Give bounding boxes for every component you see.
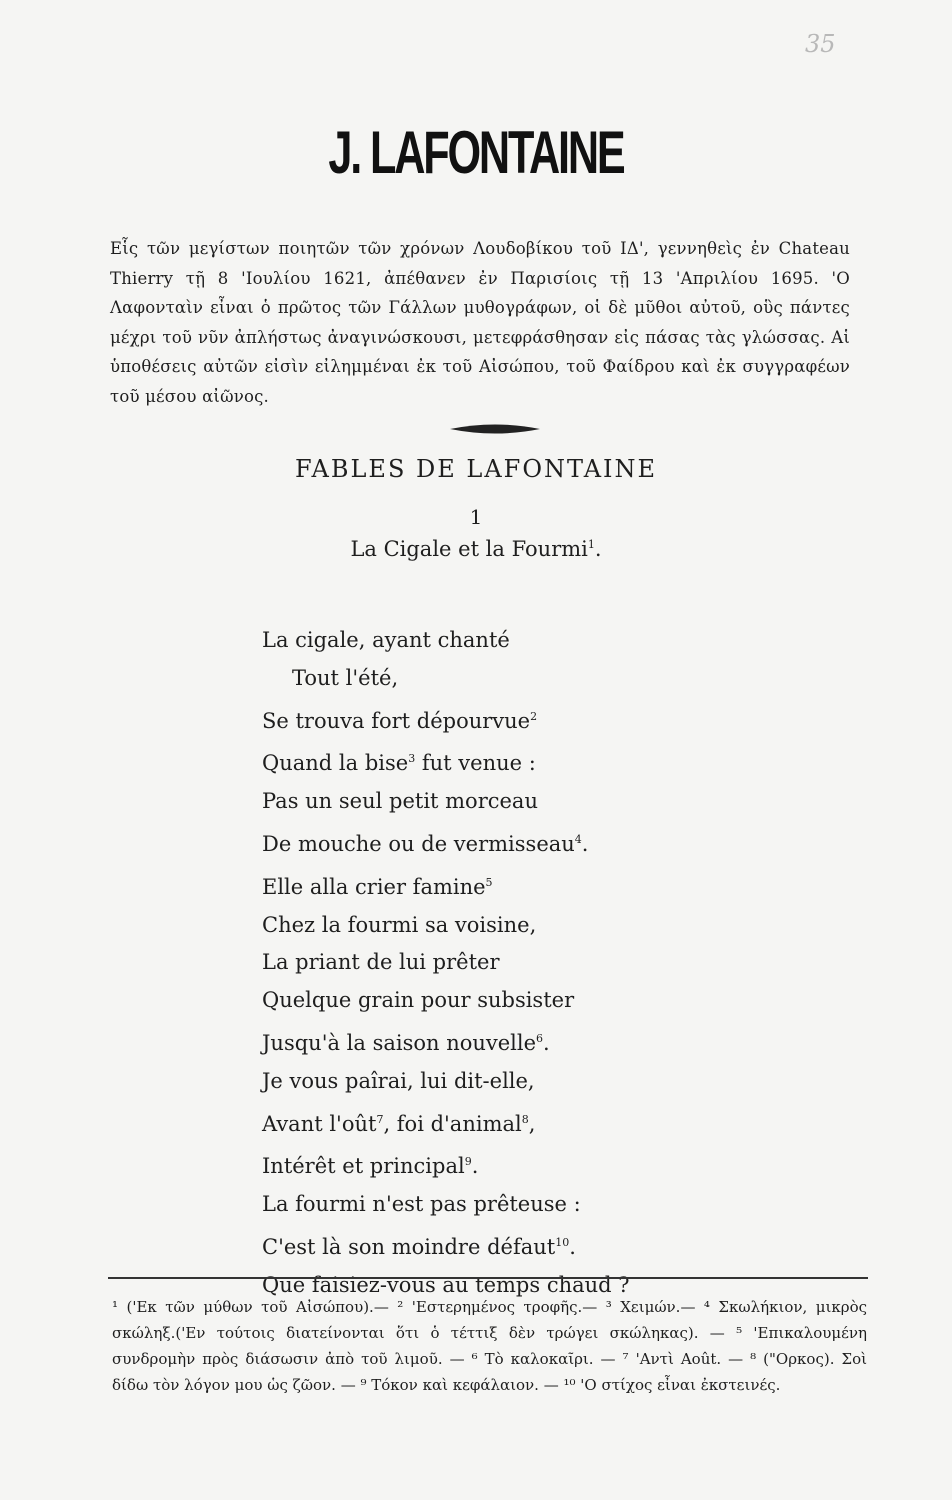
- poem-line: [262, 1020, 630, 1063]
- poem-line-text: Je vous paîrai, lui dit-elle,: [262, 1068, 535, 1093]
- poem-line-text: La fourmi n'est pas prêteuse :: [262, 1192, 581, 1217]
- author-title: J. LAFONTAINE: [328, 119, 624, 186]
- fable-title: La Cigale et la Fourmi$^1$.: [350, 537, 602, 561]
- poem-line-text: Jusqu'à la saison nouvelle: [262, 1030, 537, 1055]
- footnote-ref: 9: [464, 1155, 472, 1169]
- poem-line: [262, 982, 630, 1020]
- footnote-ref: 1: [587, 538, 595, 551]
- poem-line-punct: .: [569, 1234, 576, 1259]
- footnote-ref: 10: [555, 1235, 570, 1249]
- ornament-divider: [450, 422, 540, 436]
- poem-line-punct: ,: [528, 1111, 536, 1136]
- poem-line-text: Que faisiez-vous au temps chaud ?: [262, 1272, 630, 1297]
- footnote-ref: 8: [521, 1112, 529, 1126]
- poem-line: [262, 660, 630, 698]
- poem-line-text: Pas un seul petit morceau: [262, 789, 538, 814]
- poem-line: [262, 1101, 630, 1144]
- poem-line-text: La priant de lui prêter: [262, 950, 500, 975]
- poem-line: [262, 1143, 630, 1186]
- poem-line-text: Quelque grain pour subsister: [262, 988, 575, 1013]
- footnote-ref: 4: [574, 832, 582, 846]
- poem-line-punct: .: [471, 1154, 479, 1179]
- footnote-ref: 6: [536, 1031, 544, 1045]
- poem-line-text: Intérêt et principal: [262, 1154, 465, 1179]
- poem-line: [262, 622, 630, 660]
- poem-line-text: Quand la bise: [262, 751, 409, 776]
- poem-line-punct: , foi d'animal: [383, 1111, 522, 1136]
- poem-line: [262, 783, 630, 821]
- footnote-ref: 3: [408, 752, 416, 766]
- poem-line-text: C'est là son moindre défaut: [262, 1234, 556, 1259]
- page-number: 35: [805, 30, 836, 58]
- author-biography: Εἷς τῶν μεγίστων ποιητῶν τῶν χρόνων Λουδοβίκου τοῦ ΙΔ', γεννηθεὶς ἐν Chateau Thierry τῇ 8 'Ιουλίου 1621, ἀπέθανεν ἐν Παρισίοις τῇ 13 'Απριλίου 1695. 'Ο Λαφονταὶν εἶναι ὁ πρῶτος τῶν Γάλλων μυθογράφων, οἱ δὲ μῦθοι αὐτοῦ, οὓς πάντες μέχρι τοῦ νῦν ἀπλήστως ἀναγινώσκουσι, μετεφράσθησαν εἰς πάσας τὰς γλώσσας. Αἱ ὑποθέσεις αὐτῶν εἰσὶν εἰλημμέναι ἐκ τοῦ Αἰσώπου, τοῦ Φαίδρου καὶ ἐκ συγγραφέων τοῦ μέσου αἰῶνος.: [110, 239, 850, 406]
- poem-line: [262, 740, 630, 783]
- poem-line-text: De mouche ou de vermisseau: [262, 831, 575, 856]
- poem-line-text: Chez la fourmi sa voisine,: [262, 912, 537, 937]
- footnotes: ¹ ('Εκ τῶν μύθων τοῦ Αἰσώπου).— ² 'Εστερημένος τροφῆς.— ³ Χειμών.— ⁴ Σκωλήκιον, μικρὸς σκώληξ.('Εν τούτοις διατείνονται ὅτι ὁ τέττιξ δὲν τρώγει σκώληκας). — ⁵ 'Επικαλουμένη συνδρομὴν πρὸς διάσωσιν ἀπὸ τοῦ λιμοῦ. — ⁶ Τὸ καλοκαῖρι. — ⁷ 'Αντὶ Août. — ⁸ ("Ορκος). Σοὶ δίδω τὸν λόγον μου ὡς ζῶον. — ⁹ Τόκον καὶ κεφάλαιον. — ¹⁰ 'Ο στίχος εἶναι ἐκστεινές.: [112, 1298, 867, 1394]
- poem-line: [262, 864, 630, 907]
- footnote-ref: 7: [376, 1112, 384, 1126]
- poem-line: [262, 944, 630, 982]
- footnote-ref: 2: [530, 709, 538, 723]
- footnote-ref: 5: [485, 875, 493, 889]
- poem-line-text: Avant l'oût: [262, 1111, 377, 1136]
- poem-line-text: Se trouva fort dépourvue: [262, 708, 531, 733]
- poem-line: [262, 1224, 630, 1267]
- section-title: FABLES DE LAFONTAINE: [294, 455, 658, 483]
- fable-number: 1: [469, 505, 483, 529]
- poem-line-punct: fut venue :: [415, 751, 536, 776]
- poem-line: [262, 1186, 630, 1224]
- poem-line-text: La cigale, ayant chanté: [262, 628, 510, 652]
- poem-line: [262, 907, 630, 945]
- poem-line-text: Elle alla crier famine: [262, 874, 486, 899]
- poem-line: [262, 821, 630, 864]
- poem-line-punct: .: [543, 1030, 550, 1055]
- poem-line: [262, 1063, 630, 1101]
- poem-line-text: Tout l'été,: [292, 665, 399, 690]
- poem-line: [262, 698, 630, 741]
- poem: [262, 622, 630, 1305]
- footnote-rule: [108, 1277, 868, 1279]
- poem-line-punct: .: [581, 831, 589, 856]
- fable-title-text: La Cigale et la Fourmi: [350, 537, 588, 561]
